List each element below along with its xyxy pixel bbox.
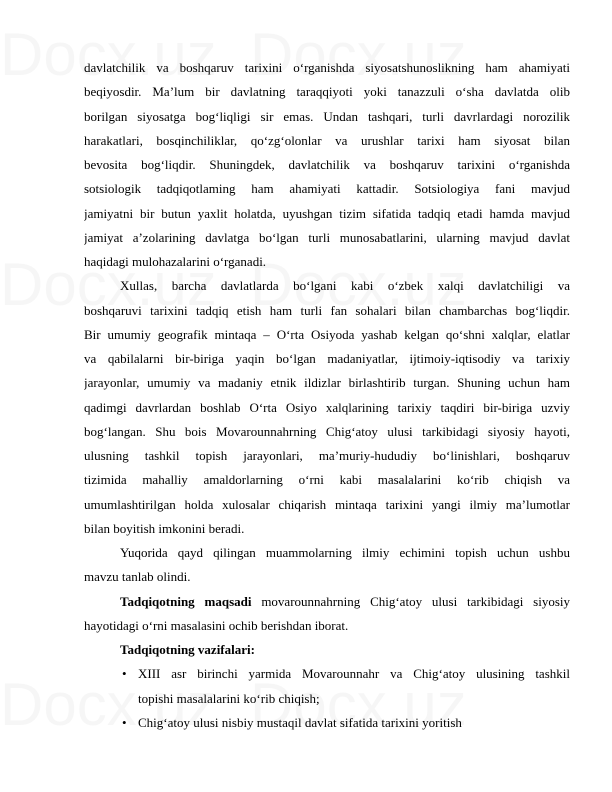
purpose-label: Tadqiqotning maqsadi bbox=[120, 593, 252, 609]
text-line: harakatlari, bosqinchiliklar, qo‘zg‘olonlar va urushlar tarixi ham siyosat bilan bbox=[84, 132, 570, 148]
text-line: jarayonlar, umumiy va madaniy etnik ildizlar birlashtirib turgan. Shuning uchun ham bbox=[84, 375, 570, 391]
paragraph-purpose bbox=[84, 590, 570, 639]
text-line: jamiyat a’zolarining davlatga bo‘lgan turli munosabatlarini, ularning mavjud davlat bbox=[84, 229, 570, 245]
text-line: beqiyosdir. Ma’lum bir davlatning taraqqiyoti yoki tanazzuli o‘sha davlatda olib bbox=[84, 84, 570, 100]
text-line: davlatchilik va boshqaruv tarixini o‘rganishda siyosatshunoslikning ham ahamiyati bbox=[84, 60, 570, 75]
text-line bbox=[84, 662, 570, 686]
text-line: topishi masalalarini ko‘rib chiqish; bbox=[138, 690, 320, 706]
bullet-icon: • bbox=[122, 666, 127, 682]
list-item-text: XIII asr birinchi yarmida Movarounnahr va Chig‘atoy ulusining tashkil bbox=[138, 666, 570, 682]
text-line: haqidagi mulohazalarini o‘rganadi. bbox=[84, 254, 267, 269]
text-line: sotsiologik tadqiqotlaming ham ahamiyati kattadir. Sotsiologiya fani mavjud bbox=[84, 181, 570, 197]
text-line: jamiyatni bir butun yaxlit holatda, uyushgan tizim sifatida tadqiq etadi hamda mavjud bbox=[84, 205, 570, 221]
text-line: Xullas, barcha davlatlarda bo‘lgani kabi o‘zbek xalqi davlatchiligi va bbox=[120, 278, 570, 294]
text-line: bilan boyitish imkonini beradi. bbox=[84, 520, 245, 536]
text-line: tizimida mahalliy amaldorlarning o‘rni kabi masalalarini ko‘rib chiqish va bbox=[84, 472, 570, 488]
text-line: Yuqorida qayd qilingan muammolarning ilmiy echimini topish uchun ushbu bbox=[120, 545, 570, 560]
purpose-text: movarounnahrning Chig‘atoy ulusi tarkibidagi siyosiy bbox=[251, 593, 570, 609]
text-line: ulusning tashkil topish jarayonlari, ma’muriy-hududiy bo‘linishlari, boshqaruv bbox=[84, 448, 570, 463]
list-item-text: Chig‘atoy ulusi nisbiy mustaqil davlat sifatida tarixini yoritish bbox=[138, 714, 462, 730]
text-line: bevosita bog‘liqdir. Shuningdek, davlatchilik va boshqaruv tarixini o‘rganishda bbox=[84, 157, 570, 172]
paragraph-1 bbox=[84, 56, 570, 274]
bullet-icon: • bbox=[122, 714, 127, 730]
text-line: boshqaruvi tarixini tadqiq etish ham turli fan sohalari bilan chambarchas bog‘liqdir. bbox=[84, 302, 570, 318]
paragraph-2 bbox=[84, 274, 570, 541]
tasks-heading bbox=[84, 638, 570, 662]
text-line bbox=[84, 590, 570, 614]
text-line: bog‘langan. Shu bois Movarounnahrning Chig‘atoy ulusi tarkibidagi siyosiy hayoti, bbox=[84, 423, 570, 439]
text-line: umumlashtirilgan holda xulosalar chiqarish mintaqa tarixini yangi ilmiy ma’lumotlar bbox=[84, 496, 570, 512]
text-line bbox=[84, 711, 570, 735]
list-item bbox=[84, 662, 570, 711]
text-line: va qabilalarni bir-biriga yaqin bo‘lgan madaniyatlar, ijtimoiy-iqtisodiy va tarixiy bbox=[84, 351, 570, 366]
text-line: hayotidagi o‘rni masalasini ochib berishdan iborat. bbox=[84, 617, 349, 633]
list-item bbox=[84, 711, 570, 735]
document-page bbox=[84, 56, 570, 735]
text-line: Bir umumiy geografik mintaqa – O‘rta Osiyoda yashab kelgan qo‘shni xalqlar, elatlar bbox=[84, 326, 570, 342]
tasks-heading-text: Tadqiqotning vazifalari: bbox=[120, 642, 255, 657]
tasks-list bbox=[84, 662, 570, 735]
paragraph-3 bbox=[84, 541, 570, 590]
text-line: mavzu tanlab olindi. bbox=[84, 569, 191, 585]
text-line: borilgan siyosatga bog‘liqligi sir emas. Undan tashqari, turli davrlardagi norozilik bbox=[84, 108, 570, 124]
text-line: qadimgi davrlardan boshlab O‘rta Osiyo xalqlarining tarixiy taqdiri bir-biriga uzviy bbox=[84, 399, 570, 415]
